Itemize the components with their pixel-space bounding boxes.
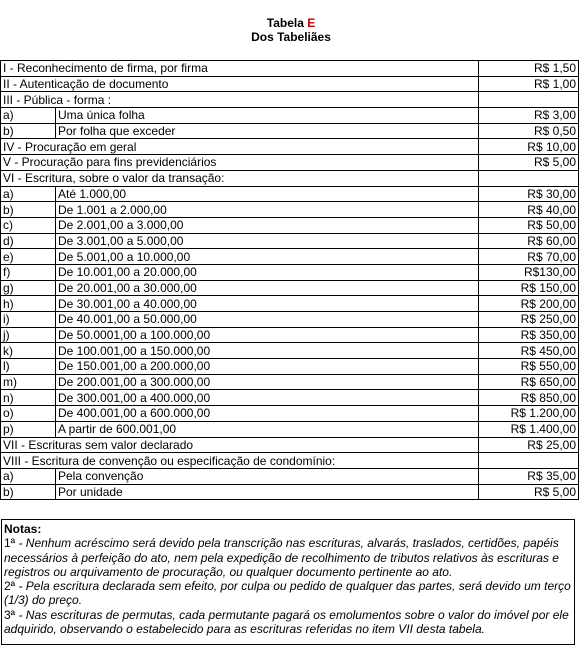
row-amount: R$ 50,00 xyxy=(479,217,579,233)
item-letter: a) xyxy=(1,186,56,202)
item-letter: h) xyxy=(1,296,56,312)
row-amount: R$ 30,00 xyxy=(479,186,579,202)
row-label: De 100.001,00 a 150.000,00 xyxy=(56,343,479,359)
item-letter: i) xyxy=(1,312,56,328)
row-label: I - Reconhecimento de firma, por firma xyxy=(1,61,479,77)
table-row xyxy=(1,327,579,343)
row-label: De 3.001,00 a 5.000,00 xyxy=(56,233,479,249)
row-amount: R$ 1,50 xyxy=(479,61,579,77)
row-amount: R$ 60,00 xyxy=(479,233,579,249)
table-row xyxy=(1,343,579,359)
notes-heading: Notas: xyxy=(4,522,42,536)
row-label: II - Autenticação de documento xyxy=(1,76,479,92)
item-letter: a) xyxy=(1,108,56,124)
item-letter: b) xyxy=(1,484,56,500)
title-prefix: Tabela xyxy=(266,16,304,30)
item-letter: b) xyxy=(1,123,56,139)
fee-table xyxy=(0,60,579,500)
row-amount: R$ 25,00 xyxy=(479,437,579,453)
note-number: 2ª xyxy=(4,579,16,594)
row-label: De 5.001,00 a 10.000,00 xyxy=(56,249,479,265)
row-label: De 1.001 a 2.000,00 xyxy=(56,202,479,218)
table-row xyxy=(1,437,579,453)
item-letter: k) xyxy=(1,343,56,359)
note-number: 1ª xyxy=(4,536,16,551)
table-row xyxy=(1,139,579,155)
row-label: De 40.001,00 a 50.000,00 xyxy=(56,312,479,328)
item-letter: j) xyxy=(1,327,56,343)
item-letter: e) xyxy=(1,249,56,265)
row-label: De 20.001,00 a 30.000,00 xyxy=(56,280,479,296)
row-amount: R$ 1.400,00 xyxy=(479,421,579,437)
row-label: De 200.001,00 a 300.000,00 xyxy=(56,374,479,390)
table-row xyxy=(1,92,579,108)
row-amount: R$ 1.200,00 xyxy=(479,406,579,422)
item-letter: c) xyxy=(1,217,56,233)
row-label: De 50.0001,00 a 100.000,00 xyxy=(56,327,479,343)
note-text: - Pela escritura declarada sem efeito, por culpa ou pedido de qualquer das partes, será devido um terço (1/3) do preço. xyxy=(4,579,571,608)
table-row xyxy=(1,108,579,124)
table-row xyxy=(1,170,579,186)
row-label: Até 1.000,00 xyxy=(56,186,479,202)
table-row xyxy=(1,233,579,249)
table-row xyxy=(1,61,579,77)
table-row xyxy=(1,202,579,218)
row-label: De 400.001,00 a 600.000,00 xyxy=(56,406,479,422)
item-letter: l) xyxy=(1,359,56,375)
row-label: Uma única folha xyxy=(56,108,479,124)
row-label: De 150.001,00 a 200.000,00 xyxy=(56,359,479,375)
table-title xyxy=(0,16,582,30)
table-row xyxy=(1,374,579,390)
row-label: Pela convenção xyxy=(56,468,479,484)
table-row xyxy=(1,186,579,202)
row-label: De 30.001,00 a 40.000,00 xyxy=(56,296,479,312)
row-label: A partir de 600.001,00 xyxy=(56,421,479,437)
item-letter: a) xyxy=(1,468,56,484)
row-label: De 300.001,00 a 400.000,00 xyxy=(56,390,479,406)
row-label: De 10.001,00 a 20.000,00 xyxy=(56,264,479,280)
row-label: Por unidade xyxy=(56,484,479,500)
table-row xyxy=(1,296,579,312)
table-subtitle: Dos Tabeliães xyxy=(251,30,331,44)
table-row xyxy=(1,468,579,484)
table-row xyxy=(1,155,579,171)
row-amount: R$ 350,00 xyxy=(479,327,579,343)
table-row xyxy=(1,359,579,375)
note-item xyxy=(4,579,572,608)
row-amount: R$ 10,00 xyxy=(479,139,579,155)
row-amount: R$ 200,00 xyxy=(479,296,579,312)
row-amount-empty xyxy=(479,92,579,108)
section-label: VIII - Escritura de convenção ou especificação de condomínio: xyxy=(1,453,479,469)
note-number: 3ª xyxy=(4,607,16,622)
table-row xyxy=(1,249,579,265)
table-row xyxy=(1,406,579,422)
row-amount-empty xyxy=(479,453,579,469)
row-amount: R$ 40,00 xyxy=(479,202,579,218)
item-letter: g) xyxy=(1,280,56,296)
note-item xyxy=(4,608,572,637)
row-amount: R$ 1,00 xyxy=(479,76,579,92)
table-row xyxy=(1,312,579,328)
title-letter: E xyxy=(307,16,316,30)
note-text: - Nenhum acréscimo será devido pela transcrição nas escrituras, alvarás, traslados, certidões, papéis necessários à perfeição do ato, nem pela expedição de recolhimento de tributos relativos às escrituras e registros ou arquivamento de procuração, ou qualquer documento pertinente ao ato. xyxy=(4,536,559,579)
row-amount: R$ 850,00 xyxy=(479,390,579,406)
row-label: VII - Escrituras sem valor declarado xyxy=(1,437,479,453)
row-amount: R$ 3,00 xyxy=(479,108,579,124)
table-row xyxy=(1,76,579,92)
row-amount: R$ 5,00 xyxy=(479,155,579,171)
row-amount: R$ 550,00 xyxy=(479,359,579,375)
row-amount: R$ 35,00 xyxy=(479,468,579,484)
row-amount: R$ 5,00 xyxy=(479,484,579,500)
item-letter: n) xyxy=(1,390,56,406)
item-letter: p) xyxy=(1,421,56,437)
row-amount: R$ 650,00 xyxy=(479,374,579,390)
item-letter: d) xyxy=(1,233,56,249)
row-amount: R$ 450,00 xyxy=(479,343,579,359)
table-row xyxy=(1,280,579,296)
row-label: Por folha que exceder xyxy=(56,123,479,139)
table-row xyxy=(1,484,579,500)
row-label: V - Procuração para fins previdenciários xyxy=(1,155,479,171)
item-letter: b) xyxy=(1,202,56,218)
row-amount: R$130,00 xyxy=(479,264,579,280)
note-text: - Nas escrituras de permutas, cada permutante pagará os emolumentos sobre o valor do imóvel por ele adquirido, observando o estabelecido para as escrituras referidas no item VII desta tabela. xyxy=(4,607,569,637)
row-label: IV - Procuração em geral xyxy=(1,139,479,155)
table-row xyxy=(1,123,579,139)
item-letter: m) xyxy=(1,374,56,390)
row-amount: R$ 150,00 xyxy=(479,280,579,296)
section-label: VI - Escritura, sobre o valor da transação: xyxy=(1,170,479,186)
item-letter: f) xyxy=(1,264,56,280)
row-amount-empty xyxy=(479,170,579,186)
row-amount: R$ 250,00 xyxy=(479,312,579,328)
row-amount: R$ 70,00 xyxy=(479,249,579,265)
table-row xyxy=(1,390,579,406)
notes-box xyxy=(1,519,575,645)
table-row xyxy=(1,264,579,280)
row-amount: R$ 0,50 xyxy=(479,123,579,139)
row-label: De 2.001,00 a 3.000,00 xyxy=(56,217,479,233)
section-label: III - Pública - forma : xyxy=(1,92,479,108)
table-row xyxy=(1,453,579,469)
item-letter: o) xyxy=(1,406,56,422)
table-row xyxy=(1,217,579,233)
table-row xyxy=(1,421,579,437)
note-item xyxy=(4,536,572,579)
